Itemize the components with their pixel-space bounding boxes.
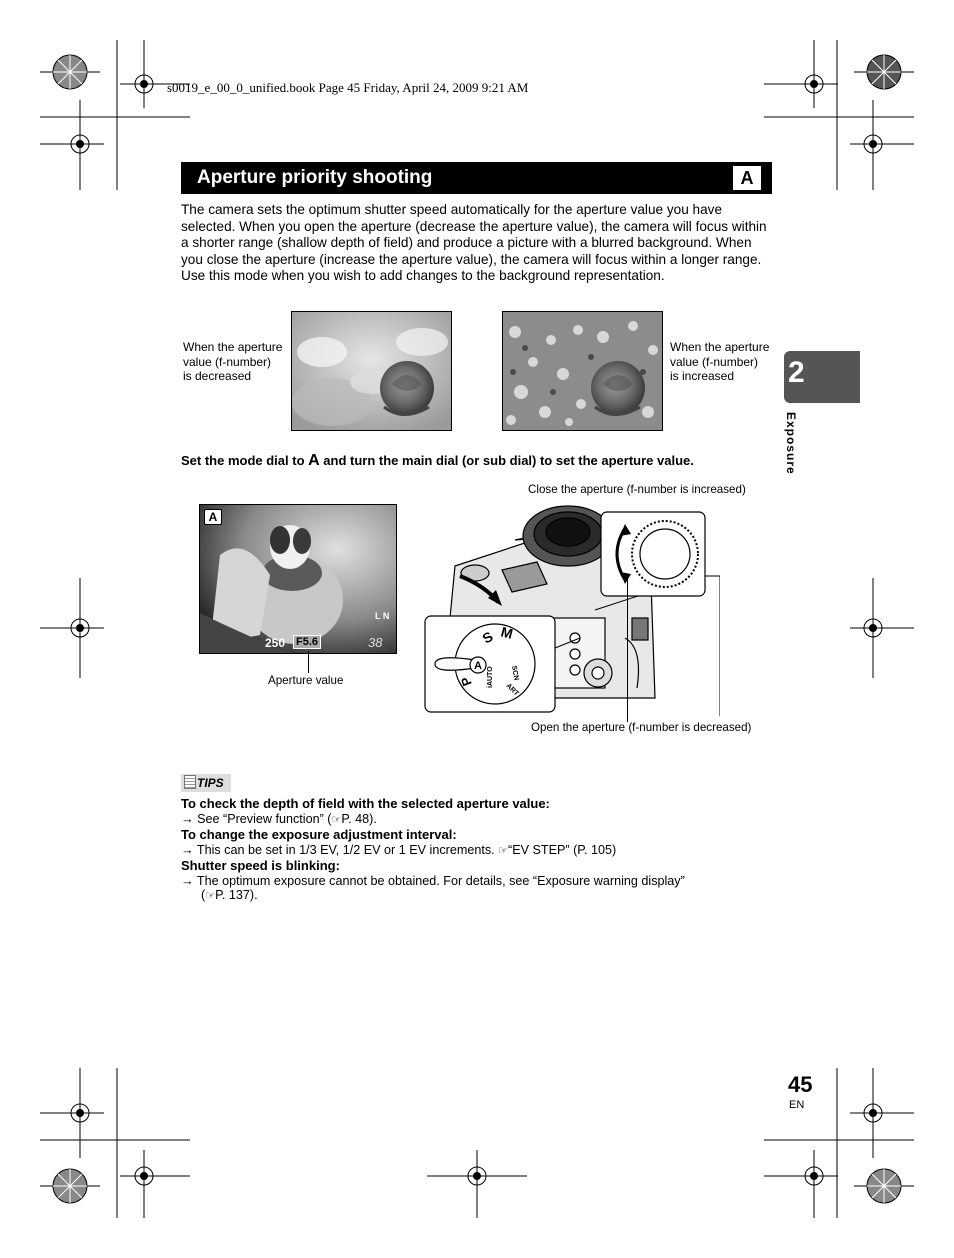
tips-list	[181, 796, 781, 902]
dial-label-scn: SCN	[510, 665, 520, 681]
tip-text-1-b: ).	[369, 812, 377, 826]
notepad-icon	[184, 775, 196, 789]
dial-label-m: M	[499, 623, 515, 642]
right-caption: When the aperture value (f-number) is increased	[670, 340, 770, 383]
open-aperture-caption: Open the aperture (f-number is decreased)	[531, 721, 752, 734]
lcd-screen	[199, 504, 397, 654]
arrow-icon: →	[181, 812, 198, 826]
camera-illustration	[420, 498, 720, 716]
tip-text-2-a: This can be set in 1/3 EV, 1/2 EV or 1 EV increments.	[196, 843, 499, 857]
chapter-label-container	[778, 412, 818, 482]
step-text-after: and turn the main dial (or sub dial) to set the aperture value.	[319, 453, 694, 468]
tip-heading-1: To check the depth of field with the selected aperture value:	[181, 796, 550, 811]
step-text-before: Set the mode dial to	[181, 453, 309, 468]
page-ref-icon: ☞	[498, 845, 508, 857]
step-instruction	[181, 452, 694, 470]
deep-dof-photo	[502, 311, 663, 431]
tip-heading-3: Shutter speed is blinking:	[181, 858, 340, 873]
arrow-icon: →	[181, 874, 197, 888]
tip-ref-2: “EV STEP” (P. 105)	[508, 843, 617, 857]
page-ref-icon: ☞	[331, 814, 342, 826]
tips-label: TIPS	[197, 776, 224, 790]
dial-label-p: P	[457, 674, 475, 689]
shallow-dof-photo	[291, 311, 452, 431]
dial-label-s: S	[479, 628, 496, 647]
lcd-aperture-value: F5.6	[293, 635, 321, 649]
tip-text-1-a: See “Preview function” (	[197, 812, 332, 826]
tip-ref-3: P. 137	[215, 888, 250, 902]
lcd-shots-remaining: 38	[368, 635, 383, 650]
dial-label-art: ART	[504, 682, 520, 698]
dial-label-iauto: iAUTO	[487, 666, 494, 688]
aperture-value-caption: Aperture value	[268, 674, 344, 687]
page-ref-icon: ☞	[205, 890, 216, 902]
tip-heading-2: To change the exposure adjustment interval:	[181, 827, 457, 842]
tip-text-3-b: ).	[249, 888, 258, 902]
left-caption: When the aperture value (f-number) is decreased	[183, 340, 283, 383]
tips-badge	[181, 774, 231, 792]
lcd-mode-icon: A	[204, 509, 222, 525]
close-aperture-caption: Close the aperture (f-number is increased)	[528, 483, 746, 496]
tip-text-2	[181, 843, 781, 857]
tip-text-3-a: The optimum exposure cannot be obtained. For details, see “Exposure warning display” (	[196, 874, 685, 902]
mode-indicator: A	[733, 166, 761, 190]
chapter-label: Exposure	[784, 412, 798, 475]
lcd-shutter-speed: 250	[265, 636, 286, 650]
step-mode-letter: A	[308, 452, 320, 469]
section-title: Aperture priority shooting	[197, 167, 433, 188]
intro-paragraph: The camera sets the optimum shutter speed automatically for the aperture value you have selected. When you open the aperture (decrease the aperture value), the camera will focus within a shorter range (shallow depth of field) and produce a picture with a blurred background. When you close the aperture (increase the aperture value), the camera will focus within a longer range. Use this mode when you wish to add changes to the background representation.	[181, 202, 767, 284]
tip-text-3	[181, 874, 701, 902]
aperture-pointer-line	[308, 651, 309, 673]
dial-label-a: A	[474, 660, 482, 672]
chapter-number: 2	[788, 356, 805, 389]
lcd-quality: L N	[375, 611, 390, 621]
tip-text-1	[181, 812, 781, 826]
tip-ref-1: P. 48	[341, 812, 370, 826]
open-aperture-pointer-line	[627, 576, 628, 722]
page-language: EN	[789, 1099, 805, 1111]
print-header: s0019_e_00_0_unified.book Page 45 Friday, April 24, 2009 9:21 AM	[167, 80, 529, 95]
page-number: 45	[788, 1072, 813, 1097]
arrow-icon: →	[181, 843, 197, 857]
